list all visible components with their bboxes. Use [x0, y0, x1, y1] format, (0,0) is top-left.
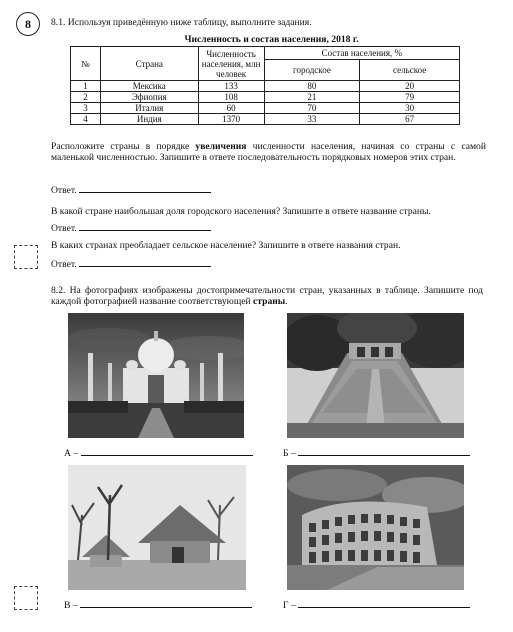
- answer-line-3[interactable]: [79, 257, 211, 267]
- part1-heading: 8.1. Используя приведённую ниже таблицу, выполните задания.: [51, 17, 312, 28]
- header-composition: Состав населения, %: [264, 47, 459, 60]
- caption-a-label: А –: [64, 448, 79, 459]
- photo-v-huts: [68, 465, 246, 590]
- answer-box-8-1[interactable]: [14, 245, 38, 269]
- caption-v: [64, 598, 252, 611]
- answer-row-1: [51, 183, 211, 196]
- cell-num: 4: [71, 114, 101, 125]
- cell-urban: 70: [264, 103, 360, 114]
- table-row: [71, 92, 460, 103]
- caption-v-label: В –: [64, 600, 78, 611]
- answer-label: Ответ.: [51, 223, 77, 234]
- cell-country: Мексика: [100, 81, 198, 92]
- answer-line-g[interactable]: [298, 598, 470, 608]
- photo-g-colosseum: [287, 465, 464, 590]
- cell-rural: 30: [360, 103, 460, 114]
- cell-urban: 21: [264, 92, 360, 103]
- cell-population: 1370: [198, 114, 264, 125]
- caption-b: [283, 446, 470, 459]
- question-3: В каких странах преобладает сельское население? Запишите в ответе названия стран.: [51, 240, 401, 251]
- cell-population: 133: [198, 81, 264, 92]
- cell-urban: 80: [264, 81, 360, 92]
- question-1-bold: увеличения: [195, 141, 247, 152]
- header-urban: городское: [264, 60, 360, 81]
- answer-label: Ответ.: [51, 259, 77, 270]
- task-number-badge: 8: [16, 12, 40, 36]
- answer-row-2: [51, 221, 211, 234]
- table-row: [71, 103, 460, 114]
- header-rural: сельское: [360, 60, 460, 81]
- cell-population: 108: [198, 92, 264, 103]
- answer-label: Ответ.: [51, 185, 77, 196]
- caption-b-label: Б –: [283, 448, 296, 459]
- part2-instructions: [51, 285, 483, 308]
- answer-line-1[interactable]: [79, 183, 211, 193]
- header-population: Численность населения, млн человек: [198, 47, 264, 81]
- header-num: №: [71, 47, 101, 81]
- table-row: [71, 81, 460, 92]
- table-title: Численность и состав населения, 2018 г.: [184, 34, 359, 45]
- caption-a: [64, 446, 253, 459]
- question-1-end: численности населения, начиная со страны с самой маленькой численностью. Запишите в ответе последовательность порядковых номеров этих стран.: [51, 141, 486, 164]
- cell-country: Индия: [100, 114, 198, 125]
- part2-text-start: 8.2. На фотографиях изображены достопримечательности стран, указанных в таблице. Запишите под каждой фотографией название соответствующей: [51, 285, 483, 308]
- cell-num: 3: [71, 103, 101, 114]
- cell-rural: 20: [360, 81, 460, 92]
- photo-b-pyramid: [287, 313, 464, 438]
- cell-urban: 33: [264, 114, 360, 125]
- part2-text-bold: страны: [253, 296, 286, 308]
- caption-g-label: Г –: [283, 600, 296, 611]
- cell-num: 1: [71, 81, 101, 92]
- population-table: [70, 46, 460, 125]
- question-1-start: Расположите страны в порядке: [51, 141, 196, 152]
- answer-line-2[interactable]: [79, 221, 211, 231]
- cell-rural: 79: [360, 92, 460, 103]
- header-country: Страна: [100, 47, 198, 81]
- part2-text-end: .: [285, 296, 288, 308]
- answer-line-v[interactable]: [80, 598, 252, 608]
- answer-row-3: [51, 257, 211, 270]
- cell-rural: 67: [360, 114, 460, 125]
- photo-a-taj-mahal: [68, 313, 244, 438]
- cell-num: 2: [71, 92, 101, 103]
- answer-box-8-2[interactable]: [14, 586, 38, 610]
- answer-line-a[interactable]: [81, 446, 253, 456]
- answer-line-b[interactable]: [298, 446, 470, 456]
- question-2: В какой стране наибольшая доля городского населения? Запишите в ответе название страны.: [51, 206, 431, 217]
- caption-g: [283, 598, 470, 611]
- question-1: [51, 141, 486, 164]
- table-row: [71, 114, 460, 125]
- cell-country: Италия: [100, 103, 198, 114]
- cell-country: Эфиопия: [100, 92, 198, 103]
- cell-population: 60: [198, 103, 264, 114]
